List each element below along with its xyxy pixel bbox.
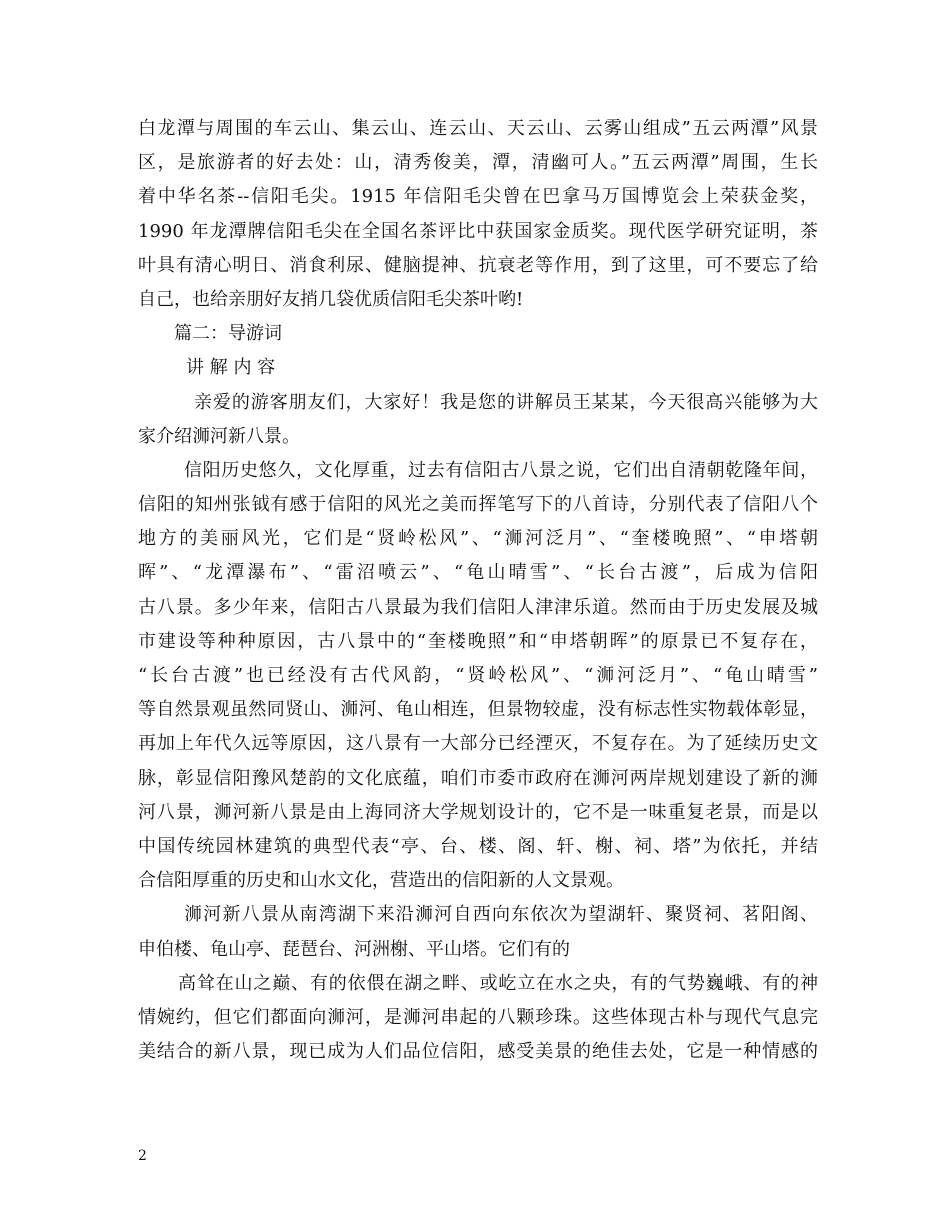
text-line: 1990 年龙潭牌信阳毛尖在全国名茶评比中获国家金质奖。现代医学研究证明，茶 xyxy=(138,220,818,242)
text-line: “长台古渡”也已经没有古代风韵，“贤岭松风”、“浉河泛月”、“龟山晴雪” xyxy=(138,665,818,686)
text-line: 自己，也给亲朋好友捎几袋优质信阳毛尖茶叶哟! xyxy=(138,288,524,310)
text-line: 信阳历史悠久，文化厚重，过去有信阳古八景之说，它们出自清朝乾隆年间， xyxy=(184,459,818,481)
text-line: 晖”、“龙潭瀑布”、“雷沼喷云”、“龟山晴雪”、“长台古渡”，后成为信阳 xyxy=(138,562,818,584)
text-line: 再加上年代久远等原因，这八景有一大部分已经湮灭，不复存在。为了延续历史文 xyxy=(138,733,818,755)
text-line: 情婉约，但它们都面向浉河，是浉河串起的八颗珍珠。这些体现古朴与现代气息完 xyxy=(138,1006,818,1028)
text-line: 地方的美丽风光，它们是“贤岭松风”、“浉河泛月”、“奎楼晚照”、“申塔朝 xyxy=(138,528,818,550)
text-line: 信阳的知州张钺有感于信阳的风光之美而挥笔写下的八首诗，分别代表了信阳八个 xyxy=(138,494,818,516)
text-line: 着中华名茶--信阳毛尖。1915 年信阳毛尖曾在巴拿马万国博览会上荣获金奖， xyxy=(138,186,818,208)
section-heading: 篇二：导游词 xyxy=(174,323,282,345)
text-line: 家介绍浉河新八景。 xyxy=(138,425,300,447)
text-line: 区，是旅游者的好去处：山，清秀俊美，潭，清幽可人。”五云两潭”周围，生长 xyxy=(138,152,818,174)
text-line: 亲爱的游客朋友们，大家好！我是您的讲解员王某某，今天很高兴能够为大 xyxy=(194,391,818,413)
text-line: 中国传统园林建筑的典型代表“亭、台、楼、阁、轩、榭、祠、塔”为依托，并结 xyxy=(138,835,818,857)
text-line: 古八景。多少年来，信阳古八景最为我们信阳人津津乐道。然而由于历史发展及城 xyxy=(138,596,818,618)
text-line: 美结合的新八景，现已成为人们品位信阳，感受美景的绝佳去处，它是一种情感的 xyxy=(138,1041,818,1063)
text-line: 白龙潭与周围的车云山、集云山、连云山、天云山、云雾山组成”五云两潭”风景 xyxy=(138,118,818,139)
text-line: 等自然景观虽然同贤山、浉河、龟山相连，但景物较虚，没有标志性实物载体彰显， xyxy=(138,699,818,721)
text-line: 申伯楼、龟山亭、琵琶台、河洲榭、平山塔。它们有的 xyxy=(138,938,570,960)
text-line: 河八景，浉河新八景是由上海同济大学规划设计的，它不是一味重复老景，而是以 xyxy=(138,801,818,823)
text-line: 叶具有清心明日、消食利尿、健脑提神、抗衰老等作用，到了这里，可不要忘了给 xyxy=(138,254,818,276)
text-line: 合信阳厚重的历史和山水文化，营造出的信阳新的人文景观。 xyxy=(138,870,624,892)
text-line: 浉河新八景从南湾湖下来沿浉河自西向东依次为望湖轩、聚贤祠、茗阳阁、 xyxy=(184,904,818,926)
page-number: 2 xyxy=(138,1148,147,1164)
text-line: 市建设等种种原因，古八景中的“奎楼晚照”和“申塔朝晖”的原景已不复存在， xyxy=(138,630,818,652)
subheading: 讲 解 内 容 xyxy=(186,357,276,379)
text-line: 脉，彰显信阳豫风楚韵的文化底蕴，咱们市委市政府在浉河两岸规划建设了新的浉 xyxy=(138,767,818,789)
text-line: 高耸在山之巅、有的依偎在湖之畔、或屹立在水之央，有的气势巍峨、有的神 xyxy=(178,972,818,994)
document-body xyxy=(138,112,818,1069)
